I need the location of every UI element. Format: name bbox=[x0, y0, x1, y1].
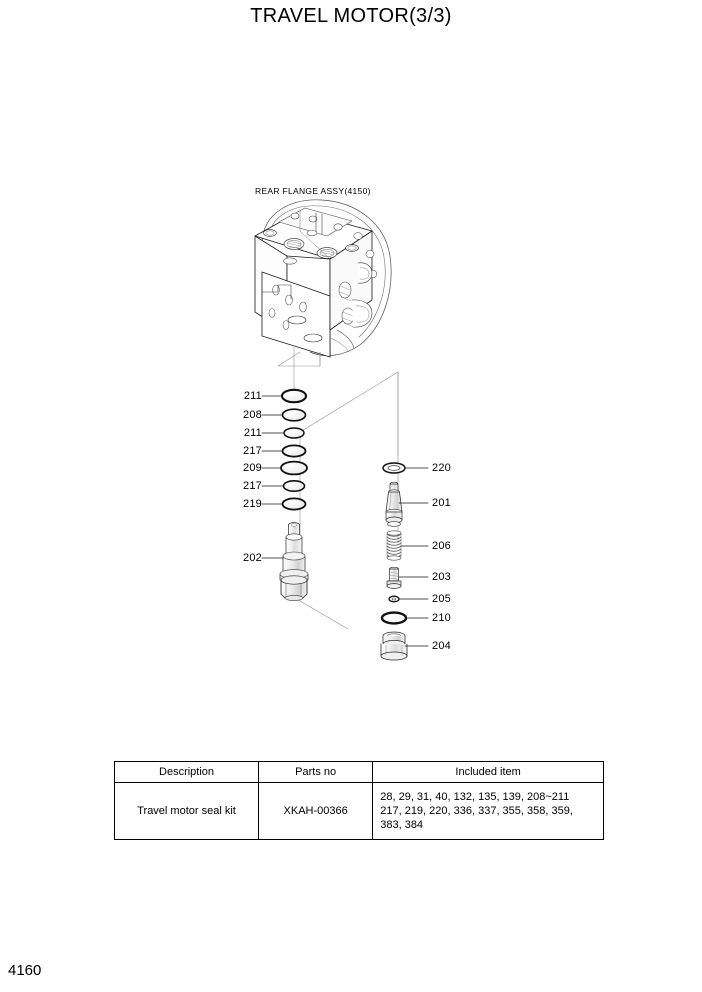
part-220-o-ring bbox=[383, 463, 405, 473]
part-217-o-ring-b bbox=[284, 481, 305, 491]
callout-210: 210 bbox=[432, 612, 451, 624]
page-number: 4160 bbox=[8, 962, 42, 979]
part-203-plug bbox=[387, 567, 401, 588]
right-component-stack bbox=[381, 463, 407, 660]
assembly-caption: REAR FLANGE ASSY(4150) bbox=[255, 186, 371, 196]
cell-description: Travel motor seal kit bbox=[115, 783, 259, 840]
included-item-line-3: 383, 384 bbox=[380, 819, 424, 831]
header-parts-no: Parts no bbox=[259, 762, 373, 783]
leader-lines bbox=[262, 396, 428, 646]
callout-211-a: 211 bbox=[243, 390, 262, 402]
part-219-o-ring bbox=[283, 498, 306, 509]
assembly-plane bbox=[300, 372, 398, 629]
part-205-washer bbox=[389, 596, 399, 602]
callout-204: 204 bbox=[432, 640, 451, 652]
part-211-o-ring-b bbox=[284, 428, 304, 438]
part-209-o-ring bbox=[281, 462, 307, 475]
part-206-spring bbox=[387, 531, 401, 560]
header-included-item: Included item bbox=[373, 762, 604, 783]
callout-201: 201 bbox=[432, 497, 451, 509]
callout-217-a: 217 bbox=[243, 445, 262, 457]
cell-parts-no: XKAH-00366 bbox=[259, 783, 373, 840]
table-header-row bbox=[115, 762, 604, 783]
page-title: TRAVEL MOTOR(3/3) bbox=[250, 5, 452, 27]
included-item-line-2: 217, 219, 220, 336, 337, 355, 358, 359, bbox=[380, 805, 573, 817]
callout-202: 202 bbox=[243, 552, 262, 564]
callout-203: 203 bbox=[432, 571, 451, 583]
callout-209: 209 bbox=[243, 462, 262, 474]
left-component-stack bbox=[280, 390, 308, 601]
table-row bbox=[115, 783, 604, 840]
part-210-o-ring bbox=[382, 613, 406, 624]
seal-kit-table bbox=[114, 761, 604, 840]
part-208-o-ring bbox=[283, 409, 306, 421]
cell-included-item bbox=[373, 783, 604, 840]
part-202-relief-valve bbox=[280, 523, 308, 601]
header-description: Description bbox=[115, 762, 259, 783]
callout-206: 206 bbox=[432, 540, 451, 552]
part-217-o-ring-a bbox=[283, 445, 306, 456]
callout-220: 220 bbox=[432, 462, 451, 474]
part-204-bushing bbox=[381, 632, 407, 660]
callout-219: 219 bbox=[243, 498, 262, 510]
construction-lines bbox=[278, 347, 320, 392]
callout-205: 205 bbox=[432, 593, 451, 605]
included-item-line-1: 28, 29, 31, 40, 132, 135, 139, 208~211 bbox=[380, 791, 570, 803]
rear-flange-housing bbox=[255, 200, 391, 357]
part-211-o-ring-a bbox=[282, 390, 306, 402]
callout-208: 208 bbox=[243, 409, 262, 421]
callout-211-b: 211 bbox=[243, 427, 262, 439]
callout-217-b: 217 bbox=[243, 480, 262, 492]
part-201-poppet bbox=[386, 482, 402, 526]
